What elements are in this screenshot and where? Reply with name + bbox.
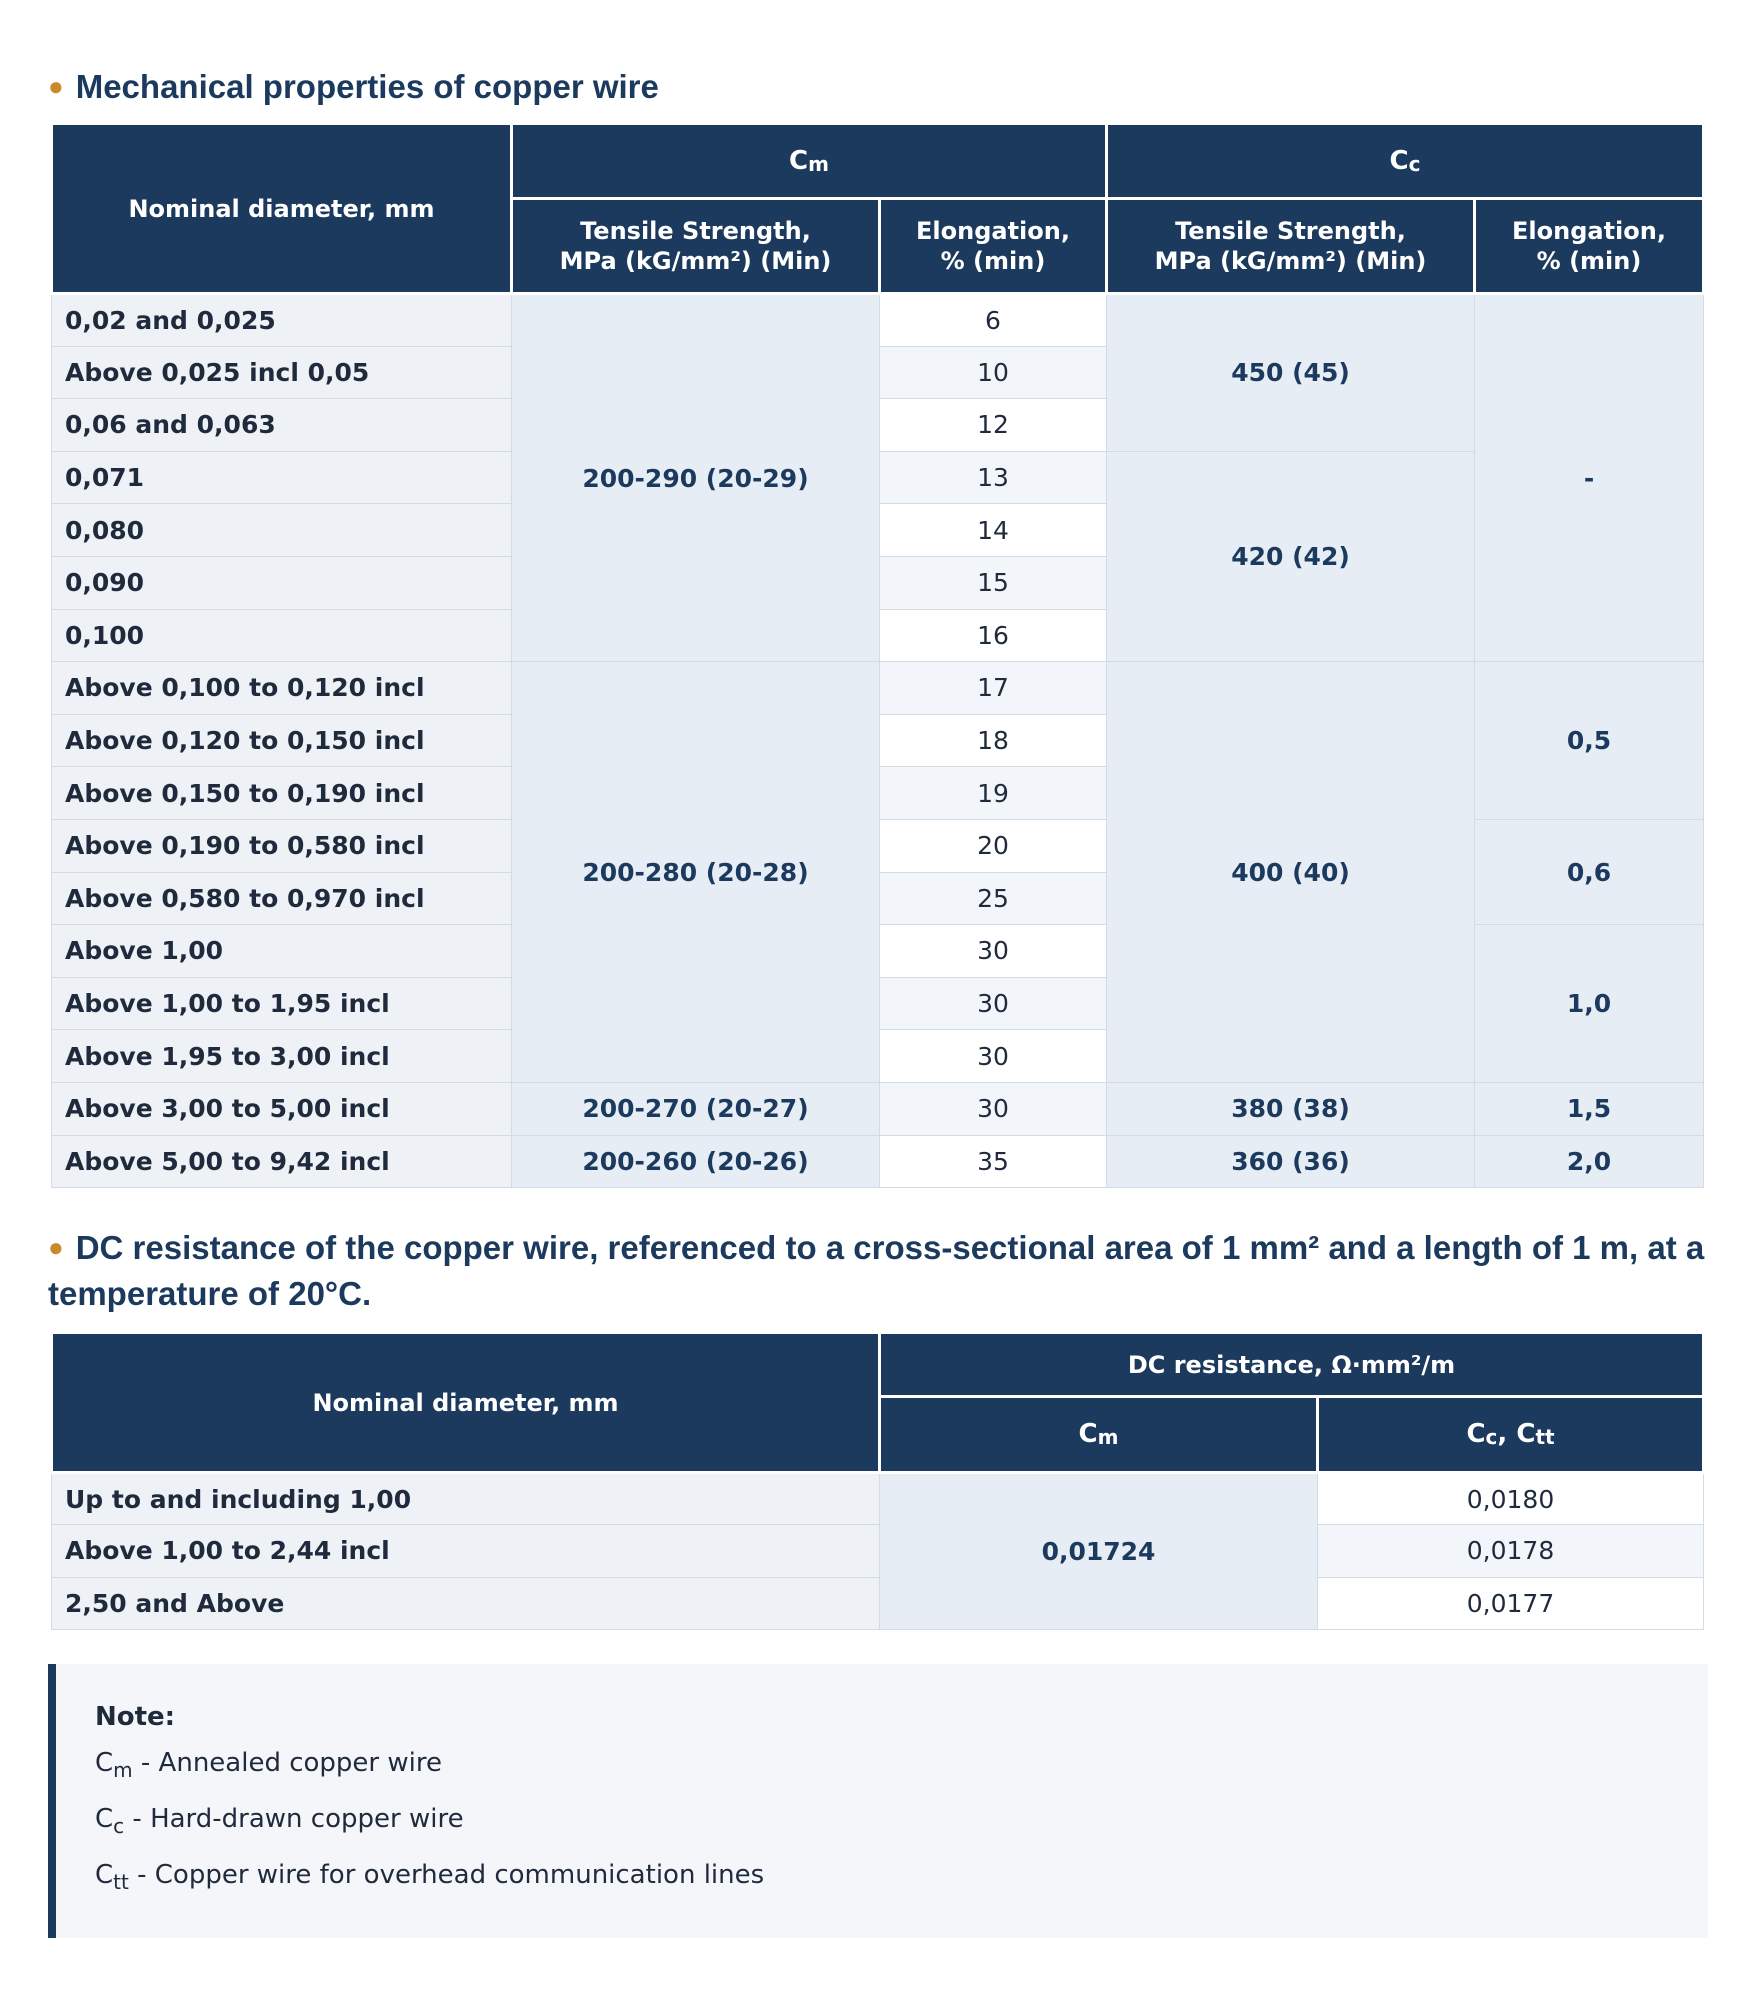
cm-elongation-cell: 13 (880, 451, 1107, 504)
header-cc-ctt: $C_c$, $C_{tt}$ (1318, 1397, 1704, 1473)
cc-elongation-cell: 2,0 (1475, 1135, 1704, 1188)
header-cm: $C_m$ (512, 124, 1107, 199)
cm-elongation-cell: 20 (880, 819, 1107, 872)
note-item-ctt: $C_{tt}$ - Copper wire for overhead communication lines (95, 1860, 765, 1894)
diameter-cell: 0,06 and 0,063 (52, 399, 512, 452)
diameter-cell: Above 0,150 to 0,190 incl (52, 767, 512, 820)
cm-elongation-cell: 30 (880, 1030, 1107, 1083)
header-dc-resistance: DC resistance, Ω·mm²/m (880, 1333, 1704, 1397)
diameter-cell: Above 0,120 to 0,150 incl (52, 714, 512, 767)
diameter-cell: Above 1,00 to 1,95 incl (52, 977, 512, 1030)
cc-resistance-cell: 0,0177 (1318, 1577, 1704, 1629)
diameter-cell: 0,100 (52, 609, 512, 662)
bullet-icon: ● (48, 1232, 64, 1262)
table-row (52, 1525, 1704, 1577)
cm-elongation-cell: 35 (880, 1135, 1107, 1188)
cm-tensile-cell: 200-260 (20-26) (512, 1135, 880, 1188)
diameter-cell: 0,080 (52, 504, 512, 557)
cc-tensile-cell: 450 (45) (1107, 294, 1475, 452)
mechanical-properties-title: ● Mechanical properties of copper wire (48, 68, 659, 105)
cc-tensile-cell: 420 (42) (1107, 451, 1475, 661)
cm-elongation-cell: 14 (880, 504, 1107, 557)
cm-elongation-cell: 18 (880, 714, 1107, 767)
cm-elongation-cell: 30 (880, 1082, 1107, 1135)
note-item-cc: $C_c$ - Hard-drawn copper wire (95, 1804, 464, 1838)
diameter-cell: Above 0,100 to 0,120 incl (52, 662, 512, 715)
cm-elongation-cell: 15 (880, 556, 1107, 609)
header-cm: $C_m$ (880, 1397, 1318, 1473)
cm-elongation-cell: 19 (880, 767, 1107, 820)
cm-tensile-cell: 200-280 (20-28) (512, 662, 880, 1083)
diameter-cell: 0,071 (52, 451, 512, 504)
diameter-cell: Above 1,00 to 2,44 incl (52, 1525, 880, 1577)
cc-tensile-cell: 380 (38) (1107, 1082, 1475, 1135)
cc-elongation-cell: 1,0 (1475, 925, 1704, 1083)
cm-elongation-cell: 12 (880, 399, 1107, 452)
diameter-cell: Up to and including 1,00 (52, 1473, 880, 1525)
dc-resistance-title: ● DC resistance of the copper wire, referenced to a cross-sectional area of 1 mm² and a length of 1 m, at a temperature of 20°C. (48, 1229, 1705, 1312)
diameter-cell: 0,02 and 0,025 (52, 294, 512, 347)
diameter-cell: Above 1,95 to 3,00 incl (52, 1030, 512, 1083)
table-row (52, 294, 1704, 347)
dc-resistance-table (50, 1331, 1705, 1630)
diameter-cell: Above 5,00 to 9,42 incl (52, 1135, 512, 1188)
table-row (52, 1577, 1704, 1629)
diameter-cell: 0,090 (52, 556, 512, 609)
cm-elongation-cell: 30 (880, 977, 1107, 1030)
cc-tensile-cell: 400 (40) (1107, 662, 1475, 1083)
cc-elongation-cell: 0,6 (1475, 819, 1704, 924)
bullet-icon: ● (48, 71, 64, 101)
diameter-cell: Above 3,00 to 5,00 incl (52, 1082, 512, 1135)
table-row (52, 1135, 1704, 1188)
cc-elongation-cell: 1,5 (1475, 1082, 1704, 1135)
cc-elongation-cell: 0,5 (1475, 662, 1704, 820)
table-row (52, 1082, 1704, 1135)
diameter-cell: Above 0,580 to 0,970 incl (52, 872, 512, 925)
table-row (52, 662, 1704, 715)
header-cm-elongation: Elongation, % (min) (880, 199, 1107, 294)
cm-elongation-cell: 6 (880, 294, 1107, 347)
diameter-cell: Above 1,00 (52, 925, 512, 978)
cm-elongation-cell: 10 (880, 346, 1107, 399)
cm-elongation-cell: 25 (880, 872, 1107, 925)
header-cc-elongation: Elongation, % (min) (1475, 199, 1704, 294)
cm-tensile-cell: 200-270 (20-27) (512, 1082, 880, 1135)
cm-elongation-cell: 17 (880, 662, 1107, 715)
note-item-cm: $C_m$ - Annealed copper wire (95, 1748, 442, 1782)
diameter-cell: 2,50 and Above (52, 1577, 880, 1629)
diameter-cell: Above 0,190 to 0,580 incl (52, 819, 512, 872)
header-cc: $C_c$ (1107, 124, 1704, 199)
cm-elongation-cell: 30 (880, 925, 1107, 978)
header-cc-tensile: Tensile Strength, MPa (kG/mm²) (Min) (1107, 199, 1475, 294)
cm-tensile-cell: 200-290 (20-29) (512, 294, 880, 662)
diameter-cell: Above 0,025 incl 0,05 (52, 346, 512, 399)
note-title: Note: (95, 1702, 176, 1732)
cc-elongation-cell: - (1475, 294, 1704, 662)
cm-elongation-cell: 16 (880, 609, 1107, 662)
cm-resistance-cell: 0,01724 (880, 1473, 1318, 1630)
mechanical-properties-table (50, 122, 1705, 1188)
cc-resistance-cell: 0,0178 (1318, 1525, 1704, 1577)
table-row (52, 1473, 1704, 1525)
note-box (48, 1664, 1708, 1938)
header-cm-tensile: Tensile Strength, MPa (kG/mm²) (Min) (512, 199, 880, 294)
header-nominal-diameter: Nominal diameter, mm (52, 124, 512, 294)
cc-tensile-cell: 360 (36) (1107, 1135, 1475, 1188)
cc-resistance-cell: 0,0180 (1318, 1473, 1704, 1525)
header-nominal-diameter: Nominal diameter, mm (52, 1333, 880, 1473)
